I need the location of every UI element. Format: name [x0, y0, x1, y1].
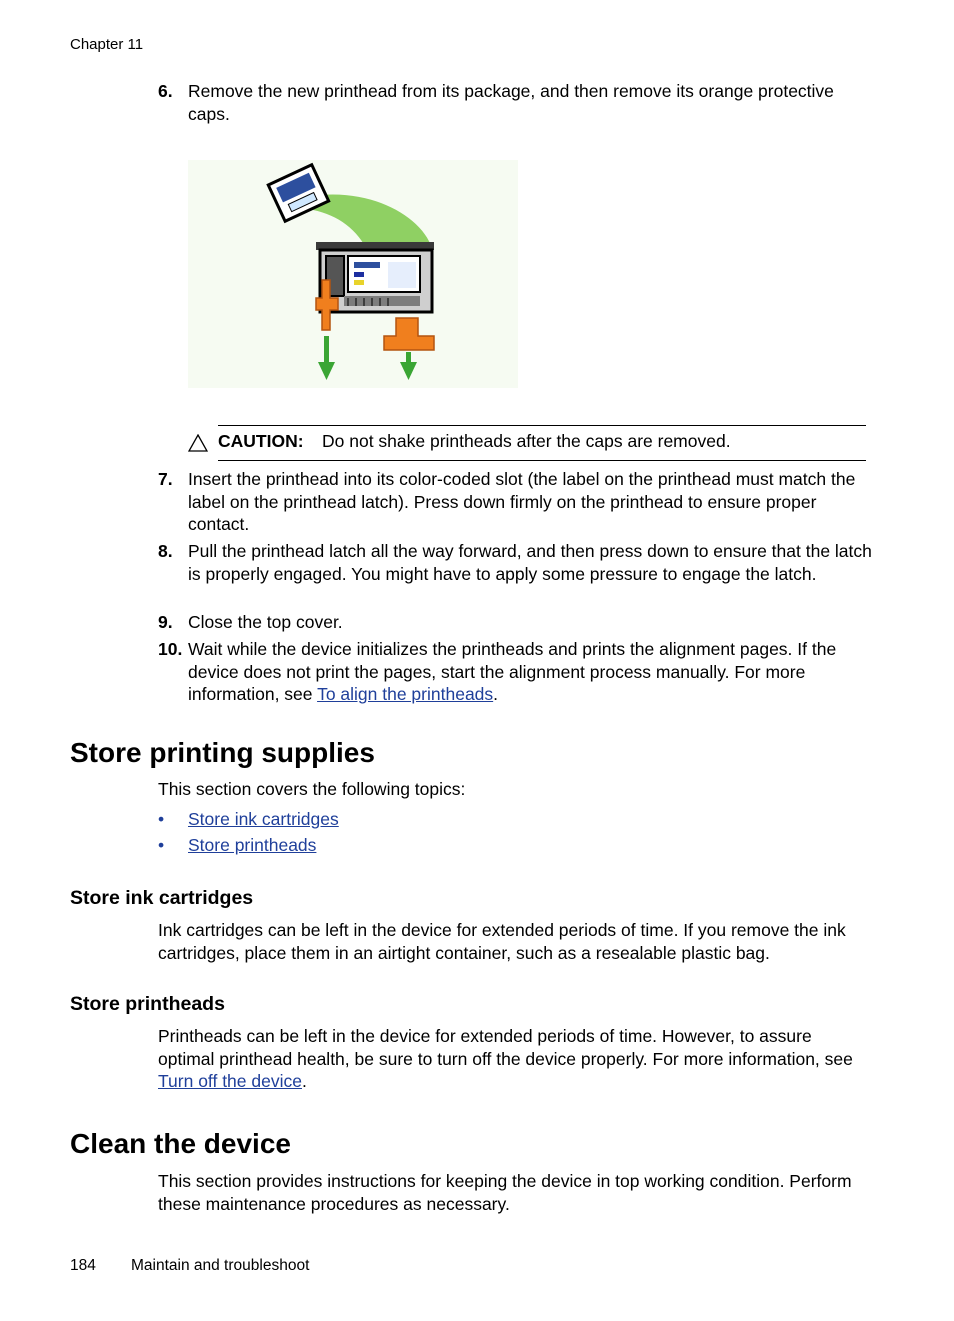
- step-text: Remove the new printhead from its package, and then remove its orange protective caps.: [188, 81, 834, 124]
- step-number: 7.: [158, 469, 173, 489]
- subsection-title-store-printheads: Store printheads: [70, 993, 225, 1015]
- align-printheads-link[interactable]: To align the printheads: [317, 684, 494, 704]
- bullet-marker: •: [158, 835, 165, 855]
- store-ink-body: Ink cartridges can be left in the device for extended periods of time. If you remove the ink cartridges, place them in an airtight container, such as a resealable plastic bag.: [158, 920, 846, 963]
- step-number: 8.: [158, 541, 173, 561]
- caution-text: Do not shake printheads after the caps are removed.: [322, 431, 731, 451]
- chapter-header: Chapter 11: [70, 36, 144, 53]
- step-text: [188, 638, 878, 706]
- step-text: Insert the printhead into its color-coded slot (the label on the printhead must match the label on the printhead latch). Press down firmly on the printhead to ensure proper contact.: [188, 469, 856, 534]
- step-text-after: .: [493, 684, 499, 704]
- turn-off-device-link[interactable]: Turn off the device: [158, 1071, 302, 1091]
- step-number: 9.: [158, 612, 173, 632]
- step-text-before: Wait while the device initializes the printheads and prints the alignment pages. If the device does not print the pages, start the alignment process manually. For more information, see: [188, 639, 837, 704]
- clean-device-body: This section provides instructions for keeping the device in top working condition. Perform these maintenance procedures as necessary.: [158, 1171, 852, 1214]
- caution-label: CAUTION:: [218, 431, 304, 451]
- page-number: 184: [70, 1257, 96, 1274]
- store-printheads-body: [158, 1025, 868, 1093]
- store-printheads-body-after: .: [301, 1071, 307, 1091]
- footer-title: Maintain and troubleshoot: [131, 1257, 310, 1274]
- store-printheads-body-text: Printheads can be left in the device for extended periods of time. However, to assure optimal printhead health, be sure to turn off the device properly. For more information, see: [158, 1026, 853, 1069]
- step-text: Close the top cover.: [188, 612, 343, 632]
- store-supplies-intro: This section covers the following topics:: [158, 779, 466, 799]
- caution-rule-top: [218, 425, 866, 426]
- section-title-store-supplies: Store printing supplies: [70, 737, 375, 768]
- subsection-title-store-ink: Store ink cartridges: [70, 887, 254, 909]
- store-printheads-link[interactable]: Store printheads: [188, 835, 317, 855]
- printhead-caps-illustration: [188, 160, 518, 388]
- caution-triangle-icon: [188, 434, 208, 452]
- store-ink-cartridges-link[interactable]: Store ink cartridges: [188, 809, 339, 829]
- section-title-clean-device: Clean the device: [70, 1128, 291, 1159]
- caution-rule-bottom: [218, 460, 866, 461]
- step-number: 6.: [158, 81, 173, 101]
- step-text: Pull the printhead latch all the way forward, and then press down to ensure that the latch is properly engaged. You might have to apply some pressure to engage the latch.: [188, 541, 872, 584]
- bullet-marker: •: [158, 809, 165, 829]
- step-number: 10.: [158, 639, 183, 659]
